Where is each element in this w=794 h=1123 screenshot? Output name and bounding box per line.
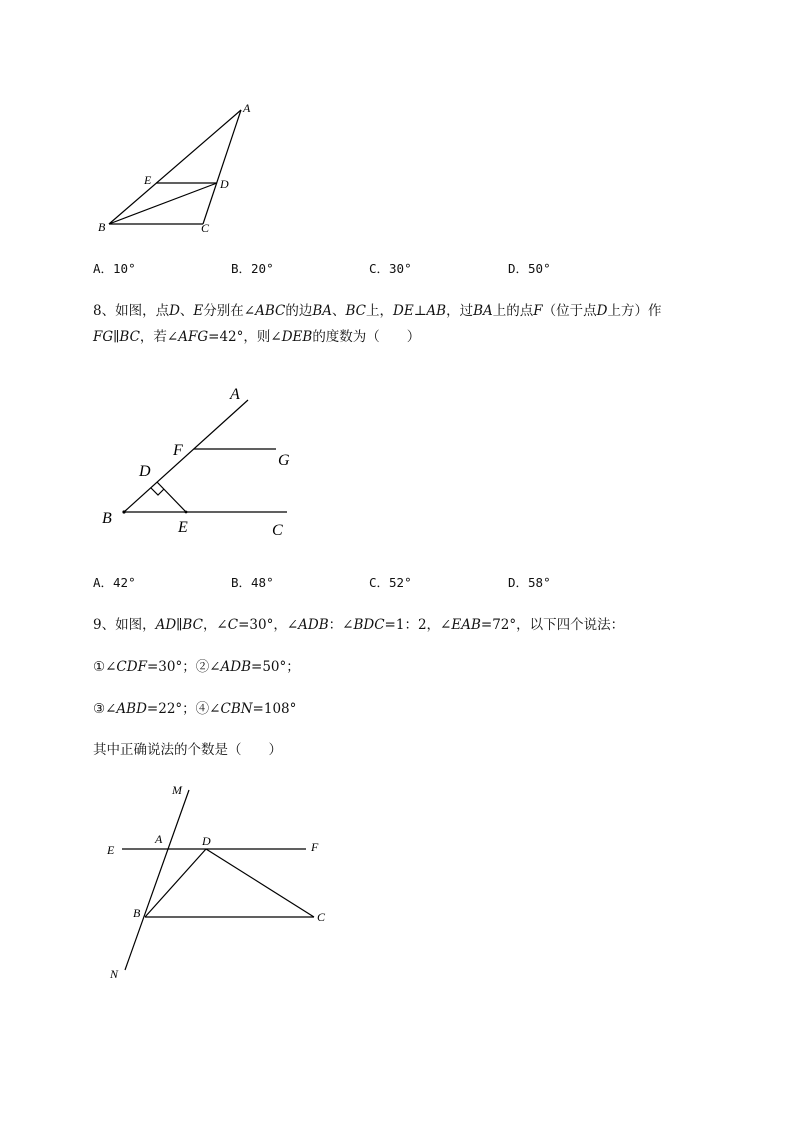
point-b (122, 510, 125, 513)
right-angle-mark (151, 488, 164, 495)
q7-option-a: A．10° (93, 261, 136, 276)
segment-bd (145, 849, 206, 917)
point-e (185, 511, 188, 514)
label-n: N (110, 967, 119, 981)
label-f: F (311, 840, 319, 854)
label-d: D (220, 177, 229, 191)
q8-question-line1: 8、如图，点D、E分别在∠ABC的边BA、BC上，DE⊥AB，过BA上的点F（位于点D上方）作 (93, 303, 662, 319)
ray-ba (124, 400, 248, 512)
label-d: D (139, 463, 151, 480)
label-e: E (178, 519, 188, 536)
label-g: G (278, 452, 290, 469)
q9-statements-3-4: ③∠ABD=22°；④∠CBN=108° (93, 701, 297, 717)
q8-option-d: D．58° (508, 575, 551, 590)
figure-triangle-abc (90, 100, 260, 240)
figure-angle-abc-fg (95, 380, 305, 545)
line-mn (125, 790, 189, 970)
label-m: M (172, 783, 182, 797)
q9-question-prompt: 其中正确说法的个数是（ ） (93, 742, 282, 758)
q7-option-d: D．50° (508, 261, 551, 276)
label-b: B (102, 510, 112, 527)
q7-option-b: B．20° (231, 261, 274, 276)
label-a: A (230, 386, 240, 403)
q9-question-line1: 9、如图，AD∥BC，∠C=30°，∠ADB：∠BDC=1：2，∠EAB=72°，以下四个说法： (93, 617, 625, 633)
segment-de (157, 482, 186, 512)
segment-dc (206, 849, 314, 917)
label-d: D (202, 834, 211, 848)
label-c: C (317, 910, 326, 924)
label-b: B (133, 906, 141, 920)
q8-option-a: A．42° (93, 575, 136, 590)
q7-option-c: C．30° (369, 261, 412, 276)
label-e: E (144, 173, 152, 187)
q9-statements-1-2: ①∠CDF=30°；②∠ADB=50°； (93, 659, 300, 675)
q8-option-c: C．52° (369, 575, 412, 590)
label-e: E (107, 843, 115, 857)
q8-question-line2: FG∥BC，若∠AFG=42°，则∠DEB的度数为（ ） (93, 329, 421, 345)
label-f: F (173, 442, 183, 459)
figure-parallel-ef-bc (100, 775, 340, 985)
label-c: C (272, 522, 283, 539)
segment-bd (109, 183, 217, 224)
label-a: A (155, 832, 163, 846)
label-c: C (201, 221, 210, 235)
q8-option-b: B．48° (231, 575, 274, 590)
label-b: B (98, 220, 106, 234)
label-a: A (243, 101, 251, 115)
segment-ab (109, 110, 241, 224)
